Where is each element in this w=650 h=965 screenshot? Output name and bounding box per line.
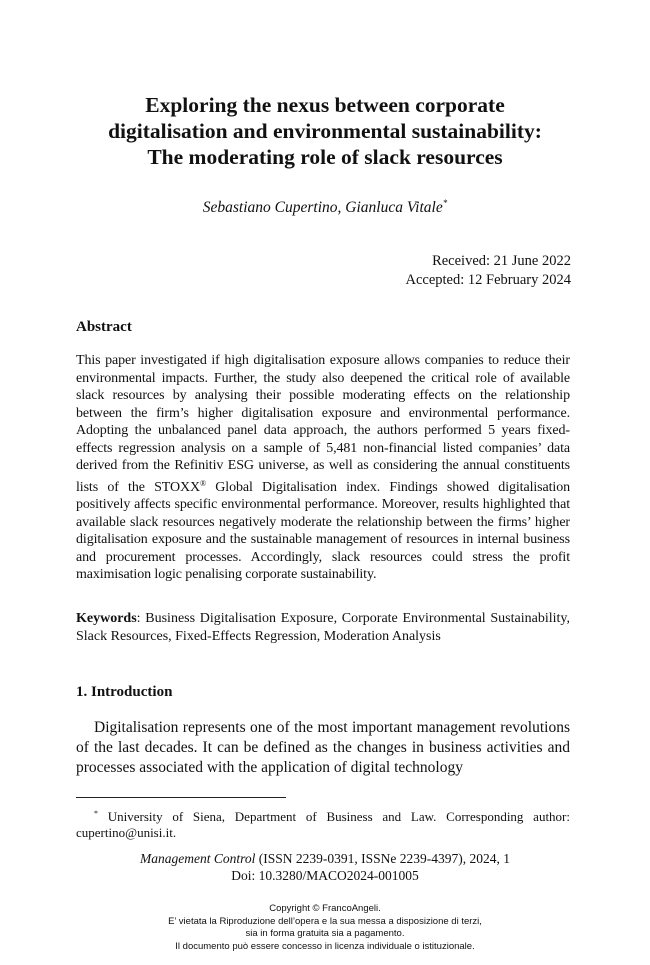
received-date: Received: 21 June 2022 (432, 253, 571, 269)
footnote-marker: * (94, 809, 98, 818)
title-line: The moderating role of slack resources (147, 145, 503, 169)
author-list (0, 198, 650, 217)
accepted-date: Accepted: 12 February 2024 (405, 272, 571, 288)
paper-title (40, 92, 610, 170)
copyright-line: E’ vietata la Riproduzione dell’opera e la sua messa a disposizione di terzi, (168, 915, 482, 927)
keywords-text: : Business Digitalisation Exposure, Corporate Environmental Sustainability, Slack Resources, Fixed-Effects Regression, Moderation Analysis (76, 611, 570, 644)
doi: Doi: 10.3280/MACO2024-001005 (231, 868, 419, 883)
copyright-line: sia in forma gratuita sia a pagamento. (245, 928, 405, 939)
registered-mark: ® (200, 478, 207, 488)
author-affiliation-footnote (76, 806, 570, 841)
journal-info (0, 850, 650, 884)
keywords (76, 610, 570, 645)
section-heading-introduction: 1. Introduction (76, 684, 173, 700)
submission-dates (406, 252, 572, 290)
author-footnote-marker: * (442, 198, 448, 208)
copyright-notice (0, 903, 650, 953)
introduction-paragraph: Digitalisation represents one of the most important management revolutions of the last decades. It can be defined as the changes in business activities and processes associated with the application of digital technology (76, 719, 570, 776)
title-line: Exploring the nexus between corporate (145, 93, 505, 117)
abstract-part-1: This paper investigated if high digitalisation exposure allows companies to reduce their environmental impacts. Further, the study also deepened the critical role of available slack resources by analysing their possible moderating effects on the relationship between the firm’s higher digitalisation exposure and environmental performance. Adopting the unbalanced panel data approach, the authors performed 5 years fixed-effects regression analysis on a sample of 5,481 non-financial listed companies’ data derived from the Refinitiv ESG universe, as well as considering the annual constituents lists of the STOXX (76, 353, 570, 495)
authors-text: Sebastiano Cupertino, Gianluca Vitale (202, 199, 443, 216)
abstract-text (76, 352, 570, 584)
copyright-line: Il documento può essere concesso in licenza individuale o istituzionale. (175, 940, 475, 952)
footnote-divider (76, 797, 286, 798)
abstract-heading: Abstract (76, 319, 132, 335)
footnote-text: University of Siena, Department of Business and Law. Corresponding author: cupertino@unisi.it. (76, 809, 570, 840)
copyright-line: Copyright © FrancoAngeli. (269, 903, 381, 914)
journal-name: Management Control (140, 851, 256, 866)
journal-issn: (ISSN 2239-0391, ISSNe 2239-4397), 2024, 1 (255, 851, 510, 866)
abstract-part-2: Global Digitalisation index. Findings showed digitalisation positively affects specific environmental performance. Moreover, results highlighted that available slack resources negatively moderate the relationship between the firms’ higher digitalisation exposure and the sustainable management of resources in internal business and procurement processes. Accordingly, slack resources could stress the profit maximisation logic penalising corporate sustainability. (76, 479, 570, 582)
title-line: digitalisation and environmental sustainability: (108, 119, 542, 143)
journal-line (0, 850, 650, 867)
keywords-label: Keywords (76, 611, 137, 626)
